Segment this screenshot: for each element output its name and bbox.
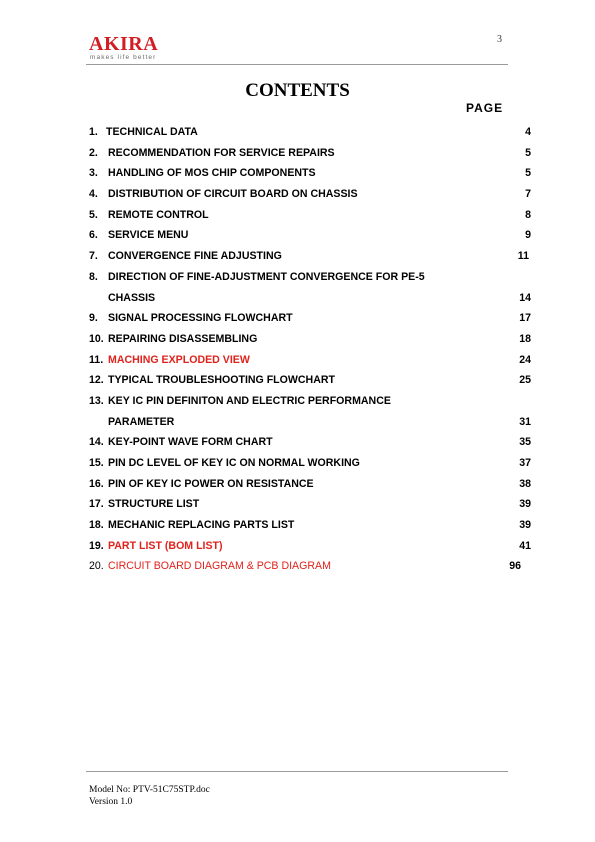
toc-entry-number: 10.	[89, 332, 104, 345]
toc-entry-title: REPAIRING DISASSEMBLING	[108, 332, 258, 345]
toc-entry-number: 1.	[89, 126, 98, 138]
toc-entry[interactable]	[89, 122, 531, 143]
toc-entry-title: DISTRIBUTION OF CIRCUIT BOARD ON CHASSIS	[108, 188, 358, 201]
toc-entry-number: 2.	[89, 146, 98, 159]
toc-entry-number: 5.	[89, 208, 98, 221]
toc-entry-title: PIN OF KEY IC POWER ON RESISTANCE	[108, 477, 314, 490]
toc-entry-title: PARAMETER	[108, 415, 175, 428]
toc-entry-page: 5	[525, 167, 531, 180]
page-number: 3	[497, 34, 502, 45]
toc-entry-title: MECHANIC REPLACING PARTS LIST	[108, 519, 295, 532]
footer-model: Model No: PTV-51C75STP.doc	[89, 785, 210, 795]
toc-entry-title: DIRECTION OF FINE-ADJUSTMENT CONVERGENCE FOR PE-5	[108, 270, 425, 283]
toc-entry-page: 7	[525, 188, 531, 201]
toc-entry-page: 35	[519, 436, 531, 449]
toc-entry[interactable]	[89, 205, 531, 226]
toc-entry-number: 4.	[89, 188, 98, 201]
toc-entry-number: 19.	[89, 539, 104, 552]
toc-entry-page: 39	[519, 498, 531, 511]
toc-entry-page: 8	[525, 208, 531, 221]
toc-entry-title: TECHNICAL DATA	[106, 126, 198, 138]
toc-entry-number: 3.	[89, 167, 98, 180]
footer-version: Version 1.0	[89, 797, 133, 807]
toc-entry[interactable]	[89, 225, 531, 246]
toc-entry[interactable]	[89, 515, 531, 536]
akira-logo	[89, 34, 169, 62]
toc-entry-number: 13.	[89, 394, 104, 407]
toc-entry-title: STRUCTURE LIST	[108, 498, 200, 511]
toc-entry-page: 17	[519, 312, 531, 325]
toc-entry[interactable]	[89, 350, 531, 371]
toc-entry[interactable]	[89, 556, 531, 577]
toc-entry-number: 9.	[89, 312, 98, 325]
toc-entry-number: 7.	[89, 250, 98, 263]
toc-entry-page: 41	[519, 539, 531, 552]
toc-entry-number: 20.	[89, 560, 104, 573]
toc-entry[interactable]	[89, 453, 531, 474]
toc-entry[interactable]	[89, 184, 531, 205]
toc-entry-continuation[interactable]	[89, 412, 531, 433]
toc-entry[interactable]	[89, 494, 531, 515]
toc-entry-title: SERVICE MENU	[108, 229, 189, 242]
toc-entry-title: SIGNAL PROCESSING FLOWCHART	[108, 312, 293, 325]
toc-entry-page: 39	[519, 519, 531, 532]
toc-entry[interactable]	[89, 329, 531, 350]
logo-wordmark: AKIRA	[89, 33, 159, 55]
toc-entry-number: 18.	[89, 519, 104, 532]
page-column-heading: PAGE	[466, 101, 504, 115]
toc-entry-title: REMOTE CONTROL	[108, 208, 209, 221]
logo-tagline: makes life better	[90, 54, 157, 61]
toc-entry-continuation[interactable]	[89, 288, 531, 309]
toc-entry-number: 14.	[89, 436, 104, 449]
toc-entry-title-highlighted: MACHING EXPLODED VIEW	[108, 353, 250, 366]
toc-entry-page: 96	[509, 560, 521, 573]
toc-entry[interactable]	[89, 474, 531, 495]
toc-entry-title: HANDLING OF MOS CHIP COMPONENTS	[108, 167, 316, 180]
table-of-contents	[89, 122, 531, 577]
toc-entry-page: 37	[519, 457, 531, 469]
toc-entry-number: 17.	[89, 498, 104, 511]
toc-entry-page: 38	[519, 477, 531, 490]
toc-entry-number: 12.	[89, 374, 104, 387]
toc-entry-page: 31	[519, 415, 531, 428]
toc-entry[interactable]	[89, 246, 531, 267]
toc-entry-page: 25	[519, 374, 531, 387]
footer-divider	[86, 771, 508, 772]
toc-entry-title: KEY-POINT WAVE FORM CHART	[108, 436, 273, 449]
toc-entry-page: 11	[517, 250, 529, 263]
toc-entry-page: 9	[525, 229, 531, 242]
toc-entry[interactable]	[89, 308, 531, 329]
toc-entry-title: RECOMMENDATION FOR SERVICE REPAIRS	[108, 146, 335, 159]
toc-entry[interactable]	[89, 143, 531, 164]
toc-entry-title-highlighted: CIRCUIT BOARD DIAGRAM & PCB DIAGRAM	[108, 560, 331, 573]
toc-entry-title: CHASSIS	[108, 291, 156, 304]
toc-entry-number: 6.	[89, 229, 98, 242]
toc-entry-page: 4	[525, 126, 531, 138]
toc-entry-number: 11.	[89, 353, 104, 366]
toc-entry[interactable]	[89, 536, 531, 557]
footer	[89, 784, 210, 808]
toc-entry[interactable]	[89, 163, 531, 184]
contents-title: CONTENTS	[245, 80, 350, 101]
toc-entry[interactable]	[89, 432, 531, 453]
toc-entry-page: 14	[519, 291, 531, 304]
toc-entry-title: TYPICAL TROUBLESHOOTING FLOWCHART	[108, 374, 335, 387]
toc-entry-number: 15.	[89, 457, 104, 469]
toc-entry-title: KEY IC PIN DEFINITON AND ELECTRIC PERFORMANCE	[108, 394, 391, 407]
toc-entry-title: PIN DC LEVEL OF KEY IC ON NORMAL WORKING	[108, 457, 360, 469]
header-divider	[86, 64, 508, 65]
toc-entry[interactable]	[89, 391, 531, 412]
toc-entry-number: 8.	[89, 270, 98, 283]
toc-entry-page: 18	[519, 332, 531, 345]
toc-entry-title-highlighted: PART LIST (BOM LIST)	[108, 539, 223, 552]
toc-entry-title: CONVERGENCE FINE ADJUSTING	[108, 250, 282, 263]
toc-entry[interactable]	[89, 267, 531, 288]
toc-entry-number: 16.	[89, 477, 104, 490]
toc-entry-page: 24	[519, 353, 531, 366]
toc-entry[interactable]	[89, 370, 531, 391]
toc-entry-page: 5	[525, 146, 531, 159]
